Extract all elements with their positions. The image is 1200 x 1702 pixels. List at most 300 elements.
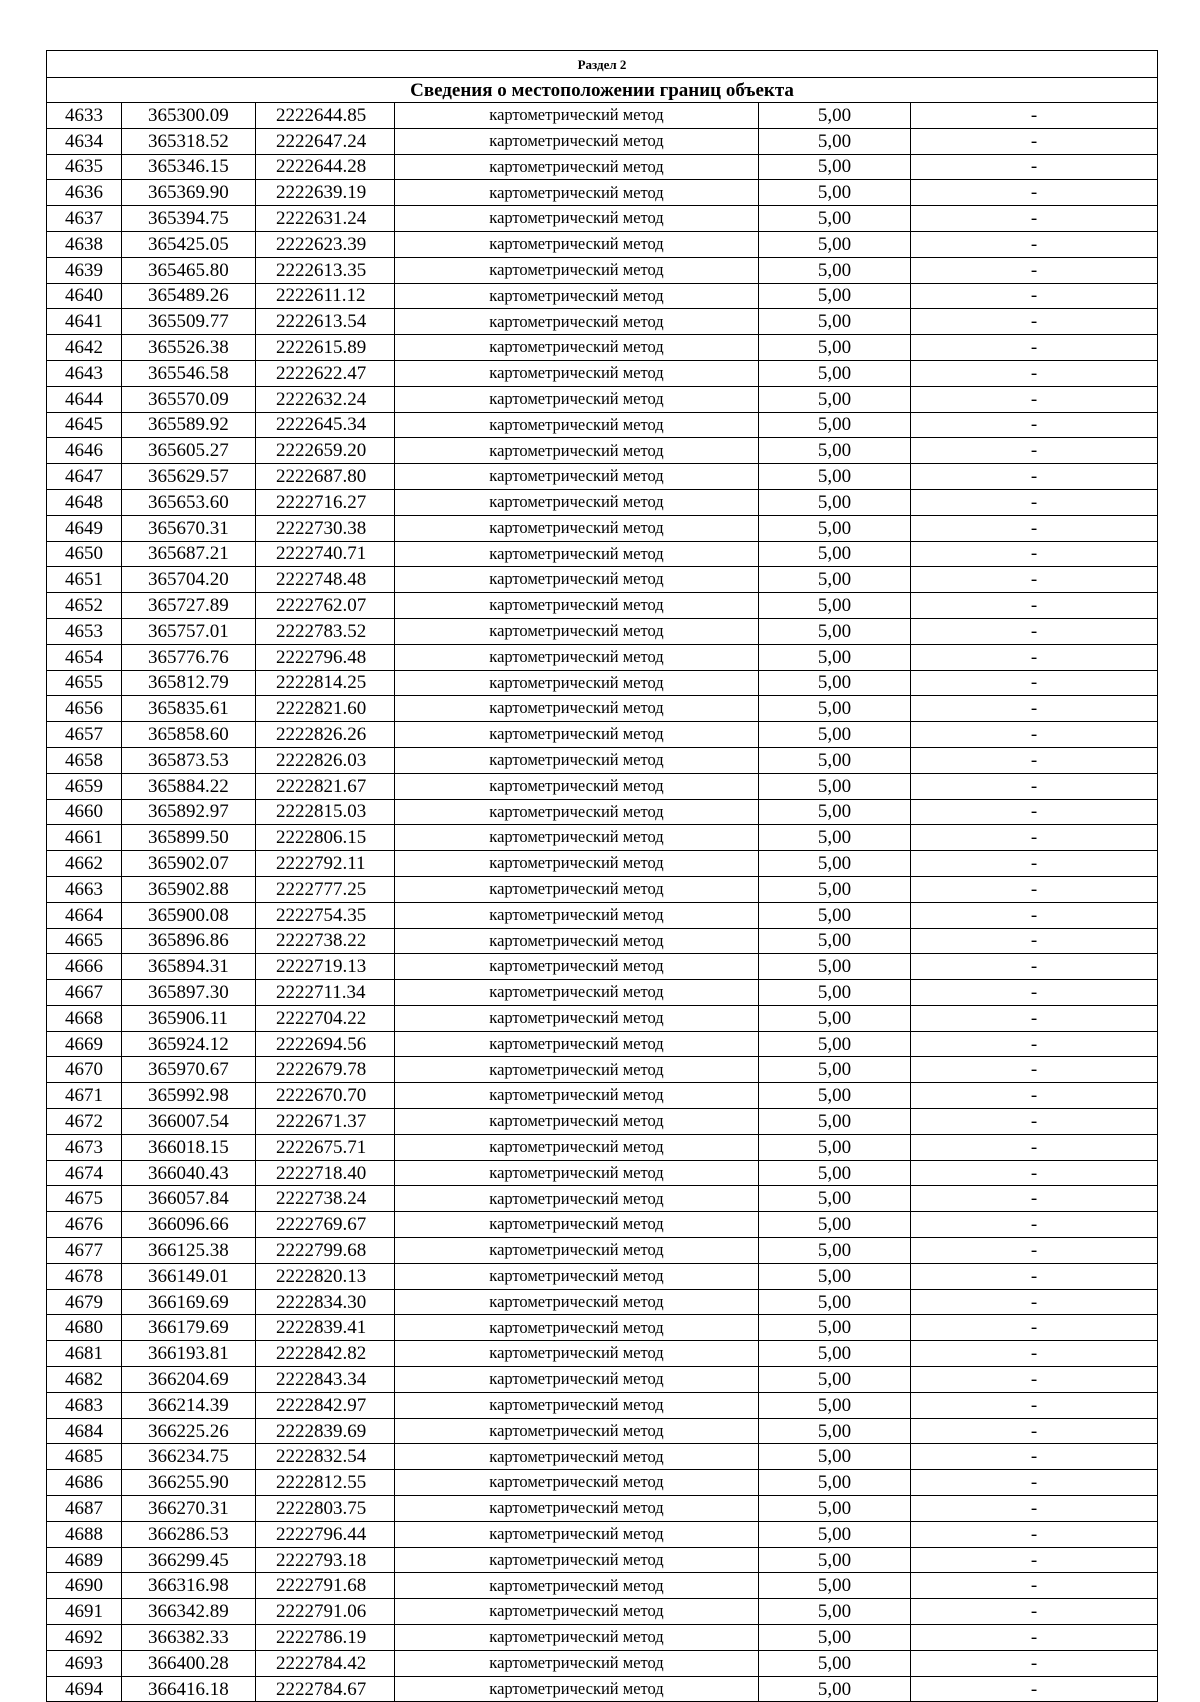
description-cell: -	[911, 1186, 1158, 1212]
x-coordinate-cell: 365727.89	[122, 593, 256, 619]
x-coordinate-cell: 365873.53	[122, 747, 256, 773]
description-cell: -	[911, 1315, 1158, 1341]
table-row	[47, 1496, 1158, 1522]
method-cell: картометрический метод	[395, 309, 759, 335]
point-number-cell: 4671	[47, 1083, 122, 1109]
point-number-cell: 4664	[47, 902, 122, 928]
point-number-cell: 4681	[47, 1341, 122, 1367]
description-cell: -	[911, 954, 1158, 980]
method-cell: картометрический метод	[395, 902, 759, 928]
x-coordinate-cell: 366255.90	[122, 1470, 256, 1496]
description-cell: -	[911, 1134, 1158, 1160]
x-coordinate-cell: 366270.31	[122, 1496, 256, 1522]
point-number-cell: 4694	[47, 1676, 122, 1702]
table-row	[47, 1392, 1158, 1418]
method-cell: картометрический метод	[395, 696, 759, 722]
point-number-cell: 4647	[47, 464, 122, 490]
method-cell: картометрический метод	[395, 180, 759, 206]
precision-cell: 5,00	[759, 670, 911, 696]
method-cell: картометрический метод	[395, 1005, 759, 1031]
x-coordinate-cell: 366007.54	[122, 1109, 256, 1135]
y-coordinate-cell: 2222615.89	[256, 335, 395, 361]
method-cell: картометрический метод	[395, 747, 759, 773]
description-cell: -	[911, 180, 1158, 206]
table-row	[47, 670, 1158, 696]
precision-cell: 5,00	[759, 1676, 911, 1702]
point-number-cell: 4687	[47, 1496, 122, 1522]
description-cell: -	[911, 722, 1158, 748]
y-coordinate-cell: 2222826.26	[256, 722, 395, 748]
point-number-cell: 4675	[47, 1186, 122, 1212]
description-cell: -	[911, 1341, 1158, 1367]
y-coordinate-cell: 2222812.55	[256, 1470, 395, 1496]
description-cell: -	[911, 876, 1158, 902]
table-row	[47, 1625, 1158, 1651]
y-coordinate-cell: 2222842.97	[256, 1392, 395, 1418]
table-row	[47, 1289, 1158, 1315]
point-number-cell: 4650	[47, 541, 122, 567]
table-row	[47, 1083, 1158, 1109]
precision-cell: 5,00	[759, 541, 911, 567]
y-coordinate-cell: 2222842.82	[256, 1341, 395, 1367]
precision-cell: 5,00	[759, 360, 911, 386]
precision-cell: 5,00	[759, 283, 911, 309]
table-row	[47, 851, 1158, 877]
table-row	[47, 283, 1158, 309]
y-coordinate-cell: 2222843.34	[256, 1367, 395, 1393]
precision-cell: 5,00	[759, 1212, 911, 1238]
precision-cell: 5,00	[759, 128, 911, 154]
x-coordinate-cell: 366342.89	[122, 1599, 256, 1625]
table-title-row	[47, 78, 1158, 103]
point-number-cell: 4692	[47, 1625, 122, 1651]
x-coordinate-cell: 365924.12	[122, 1031, 256, 1057]
precision-cell: 5,00	[759, 386, 911, 412]
description-cell: -	[911, 567, 1158, 593]
x-coordinate-cell: 365894.31	[122, 954, 256, 980]
point-number-cell: 4640	[47, 283, 122, 309]
description-cell: -	[911, 1109, 1158, 1135]
point-number-cell: 4646	[47, 438, 122, 464]
method-cell: картометрический метод	[395, 670, 759, 696]
table-row	[47, 515, 1158, 541]
method-cell: картометрический метод	[395, 1341, 759, 1367]
method-cell: картометрический метод	[395, 1547, 759, 1573]
precision-cell: 5,00	[759, 489, 911, 515]
table-row	[47, 902, 1158, 928]
method-cell: картометрический метод	[395, 644, 759, 670]
table-row	[47, 722, 1158, 748]
method-cell: картометрический метод	[395, 257, 759, 283]
x-coordinate-cell: 365318.52	[122, 128, 256, 154]
table-row	[47, 128, 1158, 154]
method-cell: картометрический метод	[395, 1238, 759, 1264]
y-coordinate-cell: 2222832.54	[256, 1444, 395, 1470]
method-cell: картометрический метод	[395, 1160, 759, 1186]
y-coordinate-cell: 2222659.20	[256, 438, 395, 464]
x-coordinate-cell: 366193.81	[122, 1341, 256, 1367]
point-number-cell: 4652	[47, 593, 122, 619]
table-row	[47, 257, 1158, 283]
table-row	[47, 773, 1158, 799]
y-coordinate-cell: 2222694.56	[256, 1031, 395, 1057]
precision-cell: 5,00	[759, 1444, 911, 1470]
point-number-cell: 4688	[47, 1521, 122, 1547]
description-cell: -	[911, 360, 1158, 386]
y-coordinate-cell: 2222716.27	[256, 489, 395, 515]
point-number-cell: 4693	[47, 1650, 122, 1676]
precision-cell: 5,00	[759, 902, 911, 928]
y-coordinate-cell: 2222769.67	[256, 1212, 395, 1238]
point-number-cell: 4656	[47, 696, 122, 722]
description-cell: -	[911, 851, 1158, 877]
table-row	[47, 1676, 1158, 1702]
x-coordinate-cell: 365425.05	[122, 231, 256, 257]
y-coordinate-cell: 2222718.40	[256, 1160, 395, 1186]
precision-cell: 5,00	[759, 1005, 911, 1031]
method-cell: картометрический метод	[395, 1134, 759, 1160]
description-cell: -	[911, 257, 1158, 283]
point-number-cell: 4673	[47, 1134, 122, 1160]
precision-cell: 5,00	[759, 696, 911, 722]
x-coordinate-cell: 366018.15	[122, 1134, 256, 1160]
y-coordinate-cell: 2222791.68	[256, 1573, 395, 1599]
y-coordinate-cell: 2222784.42	[256, 1650, 395, 1676]
description-cell: -	[911, 1392, 1158, 1418]
description-cell: -	[911, 696, 1158, 722]
table-row	[47, 618, 1158, 644]
method-cell: картометрический метод	[395, 1521, 759, 1547]
method-cell: картометрический метод	[395, 438, 759, 464]
precision-cell: 5,00	[759, 206, 911, 232]
x-coordinate-cell: 365509.77	[122, 309, 256, 335]
x-coordinate-cell: 366040.43	[122, 1160, 256, 1186]
table-row	[47, 1547, 1158, 1573]
point-number-cell: 4662	[47, 851, 122, 877]
table-row	[47, 180, 1158, 206]
method-cell: картометрический метод	[395, 1031, 759, 1057]
point-number-cell: 4637	[47, 206, 122, 232]
description-cell: -	[911, 283, 1158, 309]
table-row	[47, 360, 1158, 386]
precision-cell: 5,00	[759, 1547, 911, 1573]
precision-cell: 5,00	[759, 1599, 911, 1625]
precision-cell: 5,00	[759, 980, 911, 1006]
method-cell: картометрический метод	[395, 1625, 759, 1651]
table-row	[47, 438, 1158, 464]
description-cell: -	[911, 1496, 1158, 1522]
description-cell: -	[911, 1005, 1158, 1031]
y-coordinate-cell: 2222820.13	[256, 1263, 395, 1289]
x-coordinate-cell: 365902.07	[122, 851, 256, 877]
description-cell: -	[911, 1444, 1158, 1470]
method-cell: картометрический метод	[395, 980, 759, 1006]
precision-cell: 5,00	[759, 1289, 911, 1315]
point-number-cell: 4653	[47, 618, 122, 644]
y-coordinate-cell: 2222645.34	[256, 412, 395, 438]
table-row	[47, 412, 1158, 438]
table-row	[47, 1005, 1158, 1031]
table-row	[47, 644, 1158, 670]
method-cell: картометрический метод	[395, 773, 759, 799]
y-coordinate-cell: 2222613.54	[256, 309, 395, 335]
method-cell: картометрический метод	[395, 1650, 759, 1676]
y-coordinate-cell: 2222644.28	[256, 154, 395, 180]
method-cell: картометрический метод	[395, 128, 759, 154]
table-row	[47, 1134, 1158, 1160]
y-coordinate-cell: 2222675.71	[256, 1134, 395, 1160]
y-coordinate-cell: 2222719.13	[256, 954, 395, 980]
method-cell: картометрический метод	[395, 1315, 759, 1341]
y-coordinate-cell: 2222783.52	[256, 618, 395, 644]
table-row	[47, 231, 1158, 257]
method-cell: картометрический метод	[395, 1573, 759, 1599]
description-cell: -	[911, 309, 1158, 335]
x-coordinate-cell: 366179.69	[122, 1315, 256, 1341]
point-number-cell: 4643	[47, 360, 122, 386]
y-coordinate-cell: 2222806.15	[256, 825, 395, 851]
y-coordinate-cell: 2222687.80	[256, 464, 395, 490]
x-coordinate-cell: 366225.26	[122, 1418, 256, 1444]
description-cell: -	[911, 412, 1158, 438]
point-number-cell: 4679	[47, 1289, 122, 1315]
table-row	[47, 1367, 1158, 1393]
method-cell: картометрический метод	[395, 1470, 759, 1496]
table-row	[47, 696, 1158, 722]
point-number-cell: 4690	[47, 1573, 122, 1599]
point-number-cell: 4686	[47, 1470, 122, 1496]
point-number-cell: 4636	[47, 180, 122, 206]
x-coordinate-cell: 366096.66	[122, 1212, 256, 1238]
method-cell: картометрический метод	[395, 593, 759, 619]
x-coordinate-cell: 365906.11	[122, 1005, 256, 1031]
table-row	[47, 1444, 1158, 1470]
point-number-cell: 4633	[47, 103, 122, 129]
y-coordinate-cell: 2222611.12	[256, 283, 395, 309]
table-row	[47, 206, 1158, 232]
y-coordinate-cell: 2222815.03	[256, 799, 395, 825]
precision-cell: 5,00	[759, 1263, 911, 1289]
y-coordinate-cell: 2222793.18	[256, 1547, 395, 1573]
description-cell: -	[911, 1031, 1158, 1057]
precision-cell: 5,00	[759, 1057, 911, 1083]
precision-cell: 5,00	[759, 1418, 911, 1444]
table-row	[47, 1418, 1158, 1444]
x-coordinate-cell: 365394.75	[122, 206, 256, 232]
y-coordinate-cell: 2222791.06	[256, 1599, 395, 1625]
method-cell: картометрический метод	[395, 1057, 759, 1083]
description-cell: -	[911, 1418, 1158, 1444]
table-row	[47, 1031, 1158, 1057]
method-cell: картометрический метод	[395, 464, 759, 490]
point-number-cell: 4691	[47, 1599, 122, 1625]
table-row	[47, 1109, 1158, 1135]
precision-cell: 5,00	[759, 1392, 911, 1418]
y-coordinate-cell: 2222821.67	[256, 773, 395, 799]
method-cell: картометрический метод	[395, 1496, 759, 1522]
table-row	[47, 1341, 1158, 1367]
description-cell: -	[911, 1676, 1158, 1702]
method-cell: картометрический метод	[395, 541, 759, 567]
y-coordinate-cell: 2222821.60	[256, 696, 395, 722]
y-coordinate-cell: 2222644.85	[256, 103, 395, 129]
method-cell: картометрический метод	[395, 1444, 759, 1470]
x-coordinate-cell: 366125.38	[122, 1238, 256, 1264]
point-number-cell: 4663	[47, 876, 122, 902]
x-coordinate-cell: 366316.98	[122, 1573, 256, 1599]
method-cell: картометрический метод	[395, 231, 759, 257]
point-number-cell: 4682	[47, 1367, 122, 1393]
description-cell: -	[911, 1599, 1158, 1625]
method-cell: картометрический метод	[395, 851, 759, 877]
x-coordinate-cell: 365900.08	[122, 902, 256, 928]
table-row	[47, 1057, 1158, 1083]
table-row	[47, 1650, 1158, 1676]
precision-cell: 5,00	[759, 1470, 911, 1496]
point-number-cell: 4649	[47, 515, 122, 541]
y-coordinate-cell: 2222777.25	[256, 876, 395, 902]
description-cell: -	[911, 1057, 1158, 1083]
description-cell: -	[911, 1238, 1158, 1264]
table-row	[47, 567, 1158, 593]
description-cell: -	[911, 928, 1158, 954]
point-number-cell: 4666	[47, 954, 122, 980]
table-row	[47, 593, 1158, 619]
precision-cell: 5,00	[759, 825, 911, 851]
precision-cell: 5,00	[759, 593, 911, 619]
description-cell: -	[911, 1470, 1158, 1496]
point-number-cell: 4655	[47, 670, 122, 696]
precision-cell: 5,00	[759, 438, 911, 464]
method-cell: картометрический метод	[395, 1367, 759, 1393]
description-cell: -	[911, 231, 1158, 257]
x-coordinate-cell: 365670.31	[122, 515, 256, 541]
section-title: Раздел 2	[47, 51, 1158, 78]
y-coordinate-cell: 2222740.71	[256, 541, 395, 567]
method-cell: картометрический метод	[395, 618, 759, 644]
y-coordinate-cell: 2222814.25	[256, 670, 395, 696]
table-row	[47, 1263, 1158, 1289]
point-number-cell: 4670	[47, 1057, 122, 1083]
table-row	[47, 1470, 1158, 1496]
x-coordinate-cell: 366204.69	[122, 1367, 256, 1393]
y-coordinate-cell: 2222613.35	[256, 257, 395, 283]
precision-cell: 5,00	[759, 1238, 911, 1264]
description-cell: -	[911, 438, 1158, 464]
x-coordinate-cell: 365346.15	[122, 154, 256, 180]
x-coordinate-cell: 365704.20	[122, 567, 256, 593]
y-coordinate-cell: 2222834.30	[256, 1289, 395, 1315]
point-number-cell: 4634	[47, 128, 122, 154]
y-coordinate-cell: 2222631.24	[256, 206, 395, 232]
table-row	[47, 876, 1158, 902]
method-cell: картометрический метод	[395, 1418, 759, 1444]
precision-cell: 5,00	[759, 1367, 911, 1393]
x-coordinate-cell: 365902.88	[122, 876, 256, 902]
method-cell: картометрический метод	[395, 567, 759, 593]
y-coordinate-cell: 2222784.67	[256, 1676, 395, 1702]
point-number-cell: 4661	[47, 825, 122, 851]
y-coordinate-cell: 2222671.37	[256, 1109, 395, 1135]
precision-cell: 5,00	[759, 1134, 911, 1160]
description-cell: -	[911, 618, 1158, 644]
method-cell: картометрический метод	[395, 876, 759, 902]
description-cell: -	[911, 515, 1158, 541]
point-number-cell: 4635	[47, 154, 122, 180]
table-row	[47, 309, 1158, 335]
method-cell: картометрический метод	[395, 722, 759, 748]
point-number-cell: 4683	[47, 1392, 122, 1418]
x-coordinate-cell: 365570.09	[122, 386, 256, 412]
point-number-cell: 4672	[47, 1109, 122, 1135]
precision-cell: 5,00	[759, 747, 911, 773]
method-cell: картометрический метод	[395, 1263, 759, 1289]
description-cell: -	[911, 902, 1158, 928]
x-coordinate-cell: 366214.39	[122, 1392, 256, 1418]
method-cell: картометрический метод	[395, 1676, 759, 1702]
method-cell: картометрический метод	[395, 515, 759, 541]
table-row	[47, 1599, 1158, 1625]
y-coordinate-cell: 2222711.34	[256, 980, 395, 1006]
table-row	[47, 464, 1158, 490]
precision-cell: 5,00	[759, 1341, 911, 1367]
method-cell: картометрический метод	[395, 1599, 759, 1625]
point-number-cell: 4676	[47, 1212, 122, 1238]
description-cell: -	[911, 1650, 1158, 1676]
method-cell: картометрический метод	[395, 386, 759, 412]
x-coordinate-cell: 365653.60	[122, 489, 256, 515]
x-coordinate-cell: 365892.97	[122, 799, 256, 825]
point-number-cell: 4654	[47, 644, 122, 670]
point-number-cell: 4638	[47, 231, 122, 257]
y-coordinate-cell: 2222738.22	[256, 928, 395, 954]
method-cell: картометрический метод	[395, 1212, 759, 1238]
x-coordinate-cell: 365300.09	[122, 103, 256, 129]
description-cell: -	[911, 541, 1158, 567]
x-coordinate-cell: 365776.76	[122, 644, 256, 670]
point-number-cell: 4659	[47, 773, 122, 799]
precision-cell: 5,00	[759, 876, 911, 902]
point-number-cell: 4660	[47, 799, 122, 825]
table-row	[47, 541, 1158, 567]
point-number-cell: 4642	[47, 335, 122, 361]
y-coordinate-cell: 2222754.35	[256, 902, 395, 928]
precision-cell: 5,00	[759, 309, 911, 335]
point-number-cell: 4677	[47, 1238, 122, 1264]
table-row	[47, 1573, 1158, 1599]
y-coordinate-cell: 2222796.48	[256, 644, 395, 670]
x-coordinate-cell: 365546.58	[122, 360, 256, 386]
precision-cell: 5,00	[759, 335, 911, 361]
table-body	[47, 51, 1158, 1702]
y-coordinate-cell: 2222748.48	[256, 567, 395, 593]
precision-cell: 5,00	[759, 1315, 911, 1341]
description-cell: -	[911, 1625, 1158, 1651]
point-number-cell: 4651	[47, 567, 122, 593]
boundary-table	[46, 50, 1158, 1702]
point-number-cell: 4657	[47, 722, 122, 748]
precision-cell: 5,00	[759, 722, 911, 748]
point-number-cell: 4639	[47, 257, 122, 283]
precision-cell: 5,00	[759, 644, 911, 670]
precision-cell: 5,00	[759, 1083, 911, 1109]
point-number-cell: 4645	[47, 412, 122, 438]
precision-cell: 5,00	[759, 1496, 911, 1522]
precision-cell: 5,00	[759, 257, 911, 283]
description-cell: -	[911, 1212, 1158, 1238]
x-coordinate-cell: 365589.92	[122, 412, 256, 438]
y-coordinate-cell: 2222799.68	[256, 1238, 395, 1264]
